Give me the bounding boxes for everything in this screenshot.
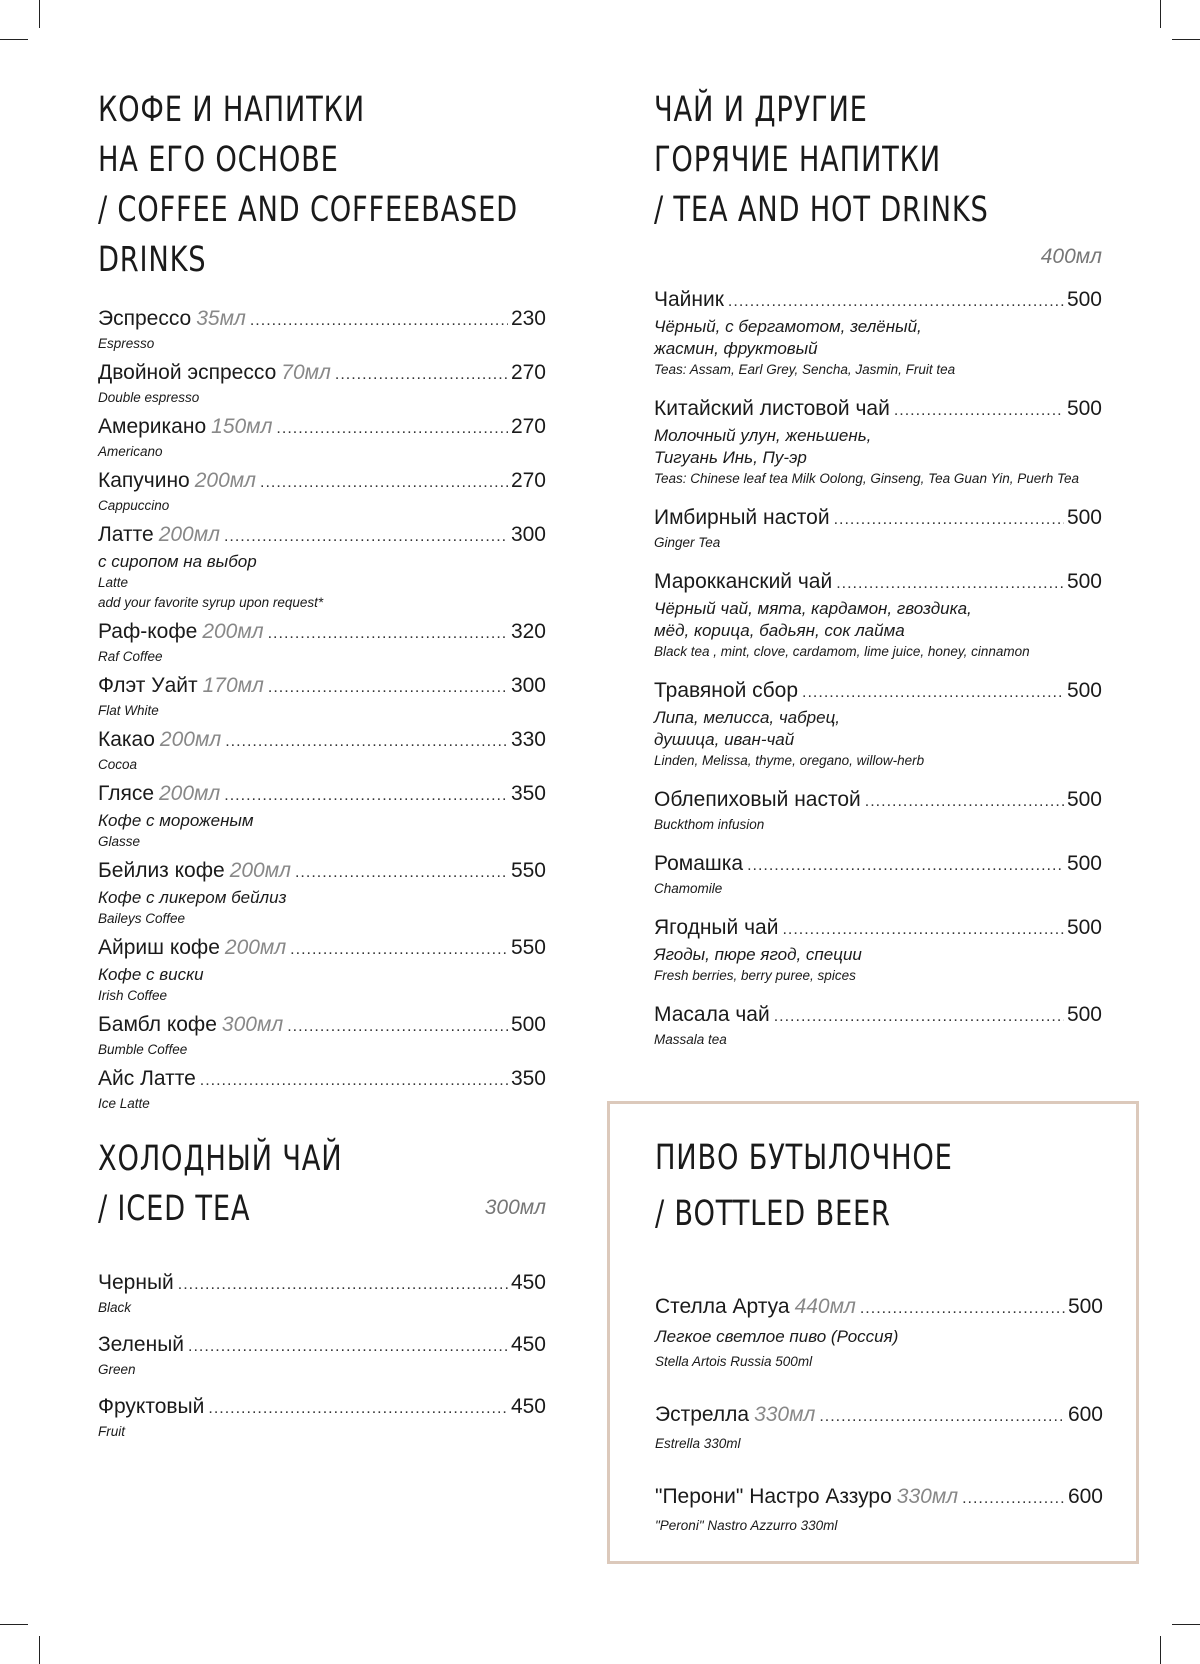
menu-item-line <box>654 915 1102 943</box>
dot-leader <box>860 1296 1065 1322</box>
beer-section-box <box>607 1101 1139 1564</box>
item-name: Американо <box>98 415 207 438</box>
menu-item <box>655 1294 1103 1372</box>
menu-item-line <box>98 1012 546 1040</box>
item-description-en: Irish Coffee <box>98 988 168 1003</box>
item-name: Фруктовый <box>98 1395 205 1418</box>
item-name: Ягодный чай <box>654 916 779 939</box>
crop-mark-bl-v <box>39 1636 40 1664</box>
item-price: 450 <box>510 1271 546 1294</box>
menu-item-line <box>655 1484 1103 1512</box>
menu-item-line <box>654 396 1102 424</box>
item-price: 500 <box>1066 679 1102 702</box>
coffee-heading-line: / COFFEE AND COFFEEBASED <box>98 190 518 230</box>
menu-item <box>654 287 1102 380</box>
tea-heading-line: ЧАЙ И ДРУГИЕ <box>654 90 868 130</box>
iced-tea-heading-line: / ICED TEA <box>98 1189 251 1229</box>
item-description-en: Green <box>98 1362 136 1377</box>
dot-leader <box>894 398 1064 424</box>
dot-leader <box>290 937 508 963</box>
item-volume: 200мл <box>229 859 291 882</box>
item-volume: 70мл <box>281 361 331 384</box>
item-volume: 200мл <box>202 620 264 643</box>
item-name: Китайский листовой чай <box>654 397 890 420</box>
item-name: Масала чай <box>654 1003 770 1026</box>
iced-tea-volume-note: 300мл <box>484 1196 546 1219</box>
item-description-en: Fresh berries, berry puree, spices <box>654 968 856 983</box>
menu-item-line <box>98 935 546 963</box>
item-volume: 200мл <box>194 469 257 492</box>
menu-item-line <box>654 1002 1102 1030</box>
item-name: Стелла Артуа <box>655 1295 790 1318</box>
menu-item <box>98 619 546 667</box>
item-name: Марокканский чай <box>654 570 833 593</box>
item-name: Капучино <box>98 469 190 492</box>
item-description-ru: Молочный улун, женьшень, Тигуань Инь, Пу-эр <box>654 426 872 467</box>
dot-leader <box>802 680 1064 706</box>
coffee-heading-line: DRINKS <box>98 240 207 280</box>
item-price: 550 <box>510 936 546 959</box>
item-name: Глясе <box>98 782 154 805</box>
item-description-en: Chamomile <box>654 881 723 896</box>
item-description-en: Stella Artois Russia 500ml <box>655 1354 813 1369</box>
crop-mark-bl-h <box>0 1624 28 1625</box>
menu-item <box>98 727 546 775</box>
item-description-en: Espresso <box>98 336 155 351</box>
menu-item-line <box>98 360 546 388</box>
menu-item <box>655 1484 1103 1536</box>
menu-item-line <box>98 306 546 334</box>
item-description-ru: с сиропом на выбор <box>98 552 257 571</box>
item-description-ru: Легкое светлое пиво (Россия) <box>655 1327 899 1346</box>
item-price: 500 <box>1066 916 1102 939</box>
item-name: Бейлиз кофе <box>98 859 225 882</box>
dot-leader <box>962 1486 1065 1512</box>
tea-heading <box>654 85 1102 235</box>
item-description-en: Fruit <box>98 1424 125 1439</box>
dot-leader <box>865 789 1064 815</box>
item-description-ru: Кофе с мороженым <box>98 811 254 830</box>
item-price: 450 <box>510 1395 546 1418</box>
item-volume: 200мл <box>159 728 222 751</box>
item-price: 500 <box>1066 1003 1102 1026</box>
dot-leader <box>774 1004 1064 1030</box>
dot-leader <box>295 860 508 886</box>
dot-leader <box>188 1334 508 1360</box>
coffee-heading <box>98 85 546 285</box>
dot-leader <box>224 524 508 550</box>
iced-tea-heading-line: ХОЛОДНЫЙ ЧАЙ <box>98 1139 343 1179</box>
item-volume: 440мл <box>794 1295 856 1318</box>
menu-item <box>98 360 546 408</box>
item-description-en: Cocoa <box>98 757 138 772</box>
menu-item <box>654 851 1102 899</box>
dot-leader <box>268 675 508 701</box>
item-description-en: add your favorite syrup upon request* <box>98 595 324 610</box>
item-description-en: Estrella 330ml <box>655 1436 741 1451</box>
item-volume: 170мл <box>202 674 264 697</box>
coffee-list <box>98 306 546 1114</box>
menu-item <box>98 1394 546 1442</box>
tea-list <box>654 287 1102 1050</box>
item-price: 450 <box>510 1333 546 1356</box>
item-name: Ромашка <box>654 852 744 875</box>
dot-leader <box>819 1404 1065 1430</box>
item-volume: 200мл <box>224 936 287 959</box>
menu-item <box>655 1402 1103 1454</box>
menu-item-line <box>98 1066 546 1094</box>
item-name: Айриш кофе <box>98 936 220 959</box>
item-description-en: Linden, Melissa, thyme, oregano, willow-herb <box>654 753 925 768</box>
left-column <box>98 85 546 1456</box>
item-price: 600 <box>1067 1485 1103 1508</box>
crop-mark-br-h <box>1172 1624 1200 1625</box>
item-price: 500 <box>1066 852 1102 875</box>
crop-mark-tr-h <box>1172 39 1200 40</box>
item-description-en: Buckthom infusion <box>654 817 765 832</box>
item-description-en: Raf Coffee <box>98 649 163 664</box>
menu-item <box>98 1066 546 1114</box>
dot-leader <box>728 289 1064 315</box>
item-name: Зеленый <box>98 1333 185 1356</box>
item-name: Флэт Уайт <box>98 674 198 697</box>
item-price: 500 <box>1066 288 1102 311</box>
menu-item-line <box>98 1270 546 1298</box>
menu-item <box>98 522 546 613</box>
dot-leader <box>250 308 508 334</box>
item-name: Чайник <box>654 288 724 311</box>
item-name: Какао <box>98 728 155 751</box>
menu-item <box>654 505 1102 553</box>
menu-item-line <box>98 781 546 809</box>
menu-item <box>98 1332 546 1380</box>
item-price: 270 <box>510 361 546 384</box>
item-price: 300 <box>510 674 546 697</box>
menu-item <box>654 678 1102 771</box>
item-name: Бамбл кофе <box>98 1013 217 1036</box>
item-description-en: Americano <box>98 444 163 459</box>
beer-heading-line: / BOTTLED BEER <box>655 1194 891 1234</box>
item-description-en: Black <box>98 1300 132 1315</box>
beer-heading-line: ПИВО БУТЫЛОЧНОЕ <box>655 1138 953 1178</box>
dot-leader <box>225 729 508 755</box>
menu-item-line <box>655 1402 1103 1430</box>
menu-item-line <box>98 1394 546 1422</box>
dot-leader <box>224 783 508 809</box>
dot-leader <box>836 571 1064 597</box>
menu-item-line <box>98 1332 546 1360</box>
item-price: 330 <box>510 728 546 751</box>
tea-volume-note: 400мл <box>1040 245 1102 268</box>
item-price: 500 <box>510 1013 546 1036</box>
item-description-en: Teas: Chinese leaf tea Milk Oolong, Ginseng, Tea Guan Yin, Puerh Tea <box>654 471 1080 486</box>
item-name: Латте <box>98 523 154 546</box>
dot-leader <box>268 621 508 647</box>
item-volume: 35мл <box>196 307 246 330</box>
item-price: 270 <box>510 415 546 438</box>
dot-leader <box>287 1014 508 1040</box>
item-volume: 150мл <box>211 415 273 438</box>
menu-item-line <box>98 619 546 647</box>
menu-item-line <box>98 727 546 755</box>
item-name: Двойной эспрессо <box>98 361 277 384</box>
menu-item <box>98 858 546 929</box>
item-name: Айс Латте <box>98 1067 196 1090</box>
menu-item-line <box>655 1294 1103 1322</box>
item-price: 600 <box>1067 1403 1103 1426</box>
menu-item <box>98 306 546 354</box>
item-price: 320 <box>510 620 546 643</box>
dot-leader <box>276 416 508 442</box>
menu-item <box>98 1012 546 1060</box>
menu-item <box>98 468 546 516</box>
item-description-en: Flat White <box>98 703 159 718</box>
dot-leader <box>208 1396 508 1422</box>
crop-mark-br-v <box>1160 1636 1161 1664</box>
item-description-ru: Ягоды, пюре ягод, специи <box>654 945 862 964</box>
item-name: Раф-кофе <box>98 620 198 643</box>
item-name: Травяной сбор <box>654 679 799 702</box>
item-price: 270 <box>510 469 546 492</box>
item-description-en: Latte <box>98 575 129 590</box>
menu-item <box>98 414 546 462</box>
coffee-heading-line: НА ЕГО ОСНОВЕ <box>98 140 339 180</box>
item-price: 500 <box>1066 788 1102 811</box>
menu-item <box>98 935 546 1006</box>
item-price: 300 <box>510 523 546 546</box>
right-column <box>654 85 1102 1066</box>
menu-item <box>654 396 1102 489</box>
menu-item <box>654 787 1102 835</box>
coffee-heading-line: КОФЕ И НАПИТКИ <box>98 90 365 130</box>
item-volume: 300мл <box>221 1013 284 1036</box>
item-name: Эспрессо <box>98 307 192 330</box>
item-description-ru: Липа, мелисса, чабрец, душица, иван-чай <box>654 708 841 749</box>
item-description-en: Bumble Coffee <box>98 1042 188 1057</box>
item-name: Черный <box>98 1271 174 1294</box>
tea-heading-line: ГОРЯЧИЕ НАПИТКИ <box>654 140 941 180</box>
menu-item <box>98 781 546 852</box>
item-description-en: Ginger Tea <box>654 535 721 550</box>
item-name: "Перони" Настро Аззуро <box>655 1485 892 1508</box>
item-description-en: Cappuccino <box>98 498 170 513</box>
iced-tea-list <box>98 1270 546 1442</box>
item-description-ru: Чёрный чай, мята, кардамон, гвоздика, мёд, корица, бадьян, сок лайма <box>654 599 972 640</box>
item-name: Имбирный настой <box>654 506 830 529</box>
item-description-en: Black tea , mint, clove, cardamom, lime juice, honey, cinnamon <box>654 644 1030 659</box>
menu-item-line <box>654 787 1102 815</box>
menu-item-line <box>654 678 1102 706</box>
menu-item <box>654 915 1102 986</box>
dot-leader <box>782 917 1064 943</box>
dot-leader <box>200 1068 508 1094</box>
dot-leader <box>834 507 1064 533</box>
item-description-en: "Peroni" Nastro Azzurro 330ml <box>655 1518 838 1533</box>
item-price: 350 <box>510 782 546 805</box>
item-price: 500 <box>1066 570 1102 593</box>
item-name: Облепиховый настой <box>654 788 861 811</box>
item-description-en: Baileys Coffee <box>98 911 186 926</box>
dot-leader <box>747 853 1064 879</box>
item-description-ru: Кофе с виски <box>98 965 204 984</box>
item-name: Эстрелла <box>655 1403 750 1426</box>
item-description-en: Ice Latte <box>98 1096 150 1111</box>
menu-item-line <box>98 673 546 701</box>
item-description-en: Double espresso <box>98 390 200 405</box>
item-description-ru: Кофе с ликером бейлиз <box>98 888 287 907</box>
menu-item-line <box>654 505 1102 533</box>
menu-item-line <box>654 851 1102 879</box>
item-description-ru: Чёрный, с бергамотом, зелёный, жасмин, фруктовый <box>654 317 922 358</box>
crop-mark-tr-v <box>1160 0 1161 28</box>
dot-leader <box>260 470 508 496</box>
crop-mark-tl-v <box>39 0 40 28</box>
item-volume: 330мл <box>754 1403 816 1426</box>
menu-item-line <box>98 858 546 886</box>
menu-item-line <box>654 287 1102 315</box>
menu-item <box>98 1270 546 1318</box>
item-price: 500 <box>1067 1295 1103 1318</box>
tea-heading-line: / TEA AND HOT DRINKS <box>654 190 989 230</box>
item-price: 230 <box>510 307 546 330</box>
menu-item <box>98 673 546 721</box>
iced-tea-heading <box>98 1134 546 1234</box>
item-description-en: Massala tea <box>654 1032 727 1047</box>
dot-leader <box>178 1272 508 1298</box>
crop-mark-tl-h <box>0 39 28 40</box>
menu-item-line <box>98 414 546 442</box>
item-volume: 200мл <box>159 782 221 805</box>
menu-item-line <box>98 522 546 550</box>
item-description-en: Glasse <box>98 834 141 849</box>
item-price: 500 <box>1066 397 1102 420</box>
menu-item <box>654 1002 1102 1050</box>
menu-item-line <box>98 468 546 496</box>
menu-item-line <box>654 569 1102 597</box>
item-description-en: Teas: Assam, Earl Grey, Sencha, Jasmin, Fruit tea <box>654 362 956 377</box>
item-price: 350 <box>510 1067 546 1090</box>
item-volume: 330мл <box>896 1485 959 1508</box>
item-price: 550 <box>510 859 546 882</box>
menu-item <box>654 569 1102 662</box>
beer-list <box>655 1294 1103 1536</box>
dot-leader <box>335 362 508 388</box>
item-price: 500 <box>1066 506 1102 529</box>
beer-heading <box>655 1130 1103 1242</box>
item-volume: 200мл <box>158 523 220 546</box>
